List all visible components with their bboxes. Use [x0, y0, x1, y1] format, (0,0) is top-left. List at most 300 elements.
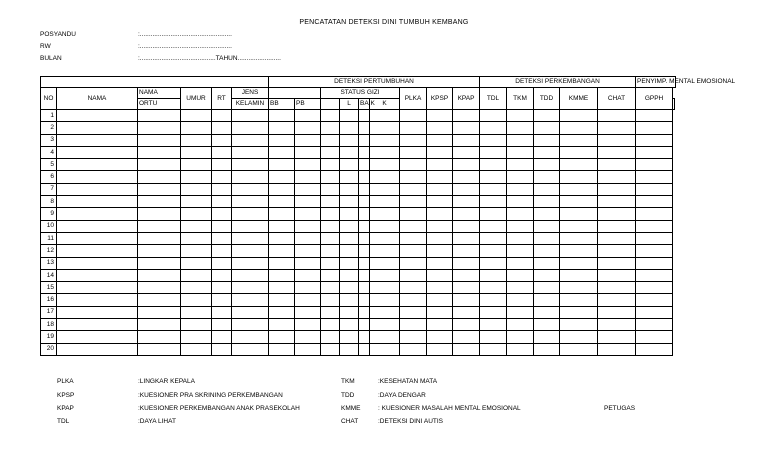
- table-cell[interactable]: [636, 257, 673, 269]
- table-cell[interactable]: [269, 257, 295, 269]
- table-cell[interactable]: [370, 134, 400, 146]
- table-cell[interactable]: [138, 257, 181, 269]
- table-cell[interactable]: [534, 208, 560, 220]
- table-cell[interactable]: [359, 208, 370, 220]
- table-cell[interactable]: [359, 232, 370, 244]
- table-cell[interactable]: [359, 171, 370, 183]
- table-cell[interactable]: [427, 171, 453, 183]
- table-cell[interactable]: [507, 171, 534, 183]
- table-cell[interactable]: [359, 343, 370, 355]
- table-cell[interactable]: [181, 319, 212, 331]
- table-cell[interactable]: [181, 208, 212, 220]
- table-cell[interactable]: [57, 269, 138, 281]
- table-cell[interactable]: [427, 257, 453, 269]
- table-cell[interactable]: [598, 183, 636, 195]
- table-cell[interactable]: [453, 134, 480, 146]
- table-cell[interactable]: [181, 122, 212, 134]
- table-cell[interactable]: [212, 134, 232, 146]
- table-cell[interactable]: [400, 232, 427, 244]
- table-cell[interactable]: [370, 269, 400, 281]
- table-cell[interactable]: [269, 159, 295, 171]
- table-cell[interactable]: [636, 319, 673, 331]
- posyandu-field[interactable]: :...................................................: [138, 31, 232, 38]
- table-cell[interactable]: [598, 208, 636, 220]
- table-cell[interactable]: [507, 220, 534, 232]
- table-cell[interactable]: [321, 171, 340, 183]
- table-cell[interactable]: [295, 122, 321, 134]
- table-cell[interactable]: [636, 245, 673, 257]
- table-cell[interactable]: [359, 146, 370, 158]
- table-cell[interactable]: [560, 122, 598, 134]
- table-cell[interactable]: [560, 331, 598, 343]
- table-cell[interactable]: [269, 232, 295, 244]
- table-cell[interactable]: [453, 122, 480, 134]
- table-cell[interactable]: [560, 232, 598, 244]
- table-cell[interactable]: [427, 343, 453, 355]
- table-cell[interactable]: [636, 146, 673, 158]
- table-cell[interactable]: [598, 220, 636, 232]
- table-cell[interactable]: [340, 232, 359, 244]
- table-cell[interactable]: [212, 269, 232, 281]
- table-cell[interactable]: [359, 319, 370, 331]
- table-cell[interactable]: [480, 282, 507, 294]
- table-cell[interactable]: [598, 245, 636, 257]
- table-cell[interactable]: [636, 110, 673, 122]
- table-cell[interactable]: [321, 134, 340, 146]
- table-cell[interactable]: [400, 159, 427, 171]
- table-cell[interactable]: [560, 134, 598, 146]
- table-cell[interactable]: [370, 331, 400, 343]
- table-cell[interactable]: [321, 269, 340, 281]
- table-cell[interactable]: [370, 220, 400, 232]
- table-cell[interactable]: [370, 257, 400, 269]
- table-cell[interactable]: [232, 208, 269, 220]
- table-cell[interactable]: [138, 294, 181, 306]
- table-cell[interactable]: [321, 282, 340, 294]
- table-cell[interactable]: [370, 245, 400, 257]
- table-cell[interactable]: [560, 171, 598, 183]
- table-cell[interactable]: [359, 269, 370, 281]
- table-cell[interactable]: [427, 110, 453, 122]
- table-cell[interactable]: [212, 183, 232, 195]
- table-cell[interactable]: [321, 183, 340, 195]
- table-cell[interactable]: [340, 294, 359, 306]
- table-cell[interactable]: [57, 134, 138, 146]
- table-cell[interactable]: [295, 294, 321, 306]
- table-cell[interactable]: [340, 146, 359, 158]
- table-cell[interactable]: [232, 245, 269, 257]
- table-cell[interactable]: [534, 257, 560, 269]
- table-cell[interactable]: [232, 220, 269, 232]
- table-cell[interactable]: [400, 183, 427, 195]
- table-cell[interactable]: [636, 269, 673, 281]
- table-cell[interactable]: [295, 196, 321, 208]
- table-cell[interactable]: [359, 306, 370, 318]
- table-cell[interactable]: [636, 171, 673, 183]
- table-cell[interactable]: [138, 245, 181, 257]
- table-cell[interactable]: [232, 319, 269, 331]
- table-cell[interactable]: [427, 282, 453, 294]
- table-cell[interactable]: [480, 208, 507, 220]
- table-cell[interactable]: [400, 343, 427, 355]
- table-cell[interactable]: [480, 196, 507, 208]
- table-cell[interactable]: [507, 183, 534, 195]
- table-cell[interactable]: [534, 306, 560, 318]
- table-cell[interactable]: [212, 331, 232, 343]
- table-cell[interactable]: [507, 343, 534, 355]
- table-cell[interactable]: [269, 183, 295, 195]
- table-cell[interactable]: [57, 110, 138, 122]
- table-cell[interactable]: [507, 245, 534, 257]
- table-cell[interactable]: [232, 122, 269, 134]
- table-cell[interactable]: [138, 171, 181, 183]
- table-cell[interactable]: [340, 110, 359, 122]
- table-cell[interactable]: [321, 319, 340, 331]
- table-cell[interactable]: [232, 183, 269, 195]
- table-cell[interactable]: [453, 343, 480, 355]
- table-cell[interactable]: [480, 319, 507, 331]
- table-cell[interactable]: [138, 122, 181, 134]
- table-cell[interactable]: [534, 343, 560, 355]
- table-cell[interactable]: [534, 146, 560, 158]
- table-cell[interactable]: [560, 245, 598, 257]
- table-cell[interactable]: [453, 257, 480, 269]
- table-cell[interactable]: [400, 257, 427, 269]
- table-cell[interactable]: [269, 331, 295, 343]
- table-cell[interactable]: [295, 245, 321, 257]
- table-cell[interactable]: [295, 159, 321, 171]
- table-cell[interactable]: [212, 110, 232, 122]
- table-cell[interactable]: [370, 294, 400, 306]
- table-cell[interactable]: [560, 294, 598, 306]
- table-cell[interactable]: [57, 183, 138, 195]
- table-cell[interactable]: [453, 220, 480, 232]
- table-cell[interactable]: [560, 269, 598, 281]
- table-cell[interactable]: [636, 122, 673, 134]
- table-cell[interactable]: [321, 146, 340, 158]
- table-cell[interactable]: [598, 257, 636, 269]
- table-cell[interactable]: [232, 306, 269, 318]
- table-cell[interactable]: [57, 294, 138, 306]
- table-cell[interactable]: [370, 196, 400, 208]
- table-cell[interactable]: [598, 343, 636, 355]
- table-cell[interactable]: [232, 282, 269, 294]
- table-cell[interactable]: [321, 294, 340, 306]
- table-cell[interactable]: [598, 232, 636, 244]
- table-cell[interactable]: [534, 183, 560, 195]
- table-cell[interactable]: [598, 331, 636, 343]
- rw-field[interactable]: :...................................................: [138, 43, 232, 50]
- table-cell[interactable]: [321, 208, 340, 220]
- table-cell[interactable]: [598, 282, 636, 294]
- table-cell[interactable]: [269, 110, 295, 122]
- table-cell[interactable]: [181, 232, 212, 244]
- table-cell[interactable]: [340, 306, 359, 318]
- table-cell[interactable]: [232, 343, 269, 355]
- table-cell[interactable]: [295, 343, 321, 355]
- table-cell[interactable]: [295, 331, 321, 343]
- table-cell[interactable]: [480, 220, 507, 232]
- table-cell[interactable]: [212, 306, 232, 318]
- table-cell[interactable]: [269, 306, 295, 318]
- table-cell[interactable]: [507, 257, 534, 269]
- table-cell[interactable]: [138, 319, 181, 331]
- table-cell[interactable]: [560, 257, 598, 269]
- table-cell[interactable]: [370, 232, 400, 244]
- table-cell[interactable]: [370, 159, 400, 171]
- table-cell[interactable]: [57, 343, 138, 355]
- table-cell[interactable]: [370, 343, 400, 355]
- table-cell[interactable]: [507, 294, 534, 306]
- table-cell[interactable]: [232, 171, 269, 183]
- table-cell[interactable]: [295, 110, 321, 122]
- table-cell[interactable]: [295, 183, 321, 195]
- table-cell[interactable]: [212, 122, 232, 134]
- table-cell[interactable]: [359, 122, 370, 134]
- table-cell[interactable]: [181, 269, 212, 281]
- table-cell[interactable]: [138, 306, 181, 318]
- table-cell[interactable]: [400, 294, 427, 306]
- table-cell[interactable]: [212, 159, 232, 171]
- table-cell[interactable]: [636, 196, 673, 208]
- table-cell[interactable]: [400, 220, 427, 232]
- table-cell[interactable]: [212, 257, 232, 269]
- table-cell[interactable]: [57, 257, 138, 269]
- table-cell[interactable]: [138, 331, 181, 343]
- table-cell[interactable]: [138, 343, 181, 355]
- table-cell[interactable]: [636, 294, 673, 306]
- table-cell[interactable]: [340, 282, 359, 294]
- table-cell[interactable]: [507, 122, 534, 134]
- table-cell[interactable]: [598, 319, 636, 331]
- table-cell[interactable]: [400, 196, 427, 208]
- table-cell[interactable]: [138, 146, 181, 158]
- table-cell[interactable]: [598, 146, 636, 158]
- table-cell[interactable]: [138, 183, 181, 195]
- table-cell[interactable]: [340, 257, 359, 269]
- table-cell[interactable]: [340, 269, 359, 281]
- table-cell[interactable]: [636, 183, 673, 195]
- table-cell[interactable]: [321, 232, 340, 244]
- table-cell[interactable]: [269, 269, 295, 281]
- table-cell[interactable]: [453, 208, 480, 220]
- table-cell[interactable]: [636, 134, 673, 146]
- table-cell[interactable]: [370, 282, 400, 294]
- table-cell[interactable]: [453, 269, 480, 281]
- table-cell[interactable]: [359, 294, 370, 306]
- table-cell[interactable]: [232, 257, 269, 269]
- table-cell[interactable]: [453, 232, 480, 244]
- table-cell[interactable]: [636, 208, 673, 220]
- table-cell[interactable]: [138, 269, 181, 281]
- table-cell[interactable]: [181, 159, 212, 171]
- table-cell[interactable]: [534, 331, 560, 343]
- table-cell[interactable]: [181, 257, 212, 269]
- table-cell[interactable]: [269, 343, 295, 355]
- table-cell[interactable]: [453, 294, 480, 306]
- table-cell[interactable]: [560, 282, 598, 294]
- table-cell[interactable]: [507, 159, 534, 171]
- table-cell[interactable]: [212, 294, 232, 306]
- table-cell[interactable]: [480, 294, 507, 306]
- table-cell[interactable]: [453, 183, 480, 195]
- table-cell[interactable]: [427, 159, 453, 171]
- table-cell[interactable]: [480, 171, 507, 183]
- table-cell[interactable]: [453, 171, 480, 183]
- table-cell[interactable]: [534, 171, 560, 183]
- table-cell[interactable]: [212, 196, 232, 208]
- table-cell[interactable]: [57, 159, 138, 171]
- table-cell[interactable]: [507, 146, 534, 158]
- table-cell[interactable]: [321, 122, 340, 134]
- table-cell[interactable]: [480, 331, 507, 343]
- table-cell[interactable]: [534, 110, 560, 122]
- table-cell[interactable]: [232, 331, 269, 343]
- table-cell[interactable]: [400, 319, 427, 331]
- table-cell[interactable]: [400, 269, 427, 281]
- table-cell[interactable]: [340, 159, 359, 171]
- table-cell[interactable]: [560, 159, 598, 171]
- table-cell[interactable]: [138, 159, 181, 171]
- table-cell[interactable]: [507, 269, 534, 281]
- table-cell[interactable]: [181, 171, 212, 183]
- table-cell[interactable]: [57, 319, 138, 331]
- table-cell[interactable]: [321, 110, 340, 122]
- table-cell[interactable]: [507, 331, 534, 343]
- table-cell[interactable]: [340, 134, 359, 146]
- table-cell[interactable]: [427, 306, 453, 318]
- table-cell[interactable]: [359, 159, 370, 171]
- table-cell[interactable]: [232, 196, 269, 208]
- table-cell[interactable]: [534, 269, 560, 281]
- table-cell[interactable]: [57, 171, 138, 183]
- table-cell[interactable]: [534, 159, 560, 171]
- table-cell[interactable]: [534, 232, 560, 244]
- table-cell[interactable]: [400, 134, 427, 146]
- table-cell[interactable]: [427, 183, 453, 195]
- table-cell[interactable]: [598, 269, 636, 281]
- table-cell[interactable]: [400, 146, 427, 158]
- table-cell[interactable]: [269, 134, 295, 146]
- table-cell[interactable]: [480, 159, 507, 171]
- table-cell[interactable]: [560, 146, 598, 158]
- table-cell[interactable]: [212, 232, 232, 244]
- table-cell[interactable]: [453, 110, 480, 122]
- table-cell[interactable]: [340, 343, 359, 355]
- table-cell[interactable]: [534, 220, 560, 232]
- table-cell[interactable]: [295, 306, 321, 318]
- table-cell[interactable]: [370, 183, 400, 195]
- table-cell[interactable]: [295, 171, 321, 183]
- table-cell[interactable]: [400, 306, 427, 318]
- table-cell[interactable]: [359, 196, 370, 208]
- table-cell[interactable]: [181, 134, 212, 146]
- table-cell[interactable]: [181, 294, 212, 306]
- table-cell[interactable]: [507, 306, 534, 318]
- table-cell[interactable]: [340, 196, 359, 208]
- table-cell[interactable]: [427, 208, 453, 220]
- table-cell[interactable]: [359, 282, 370, 294]
- table-cell[interactable]: [232, 294, 269, 306]
- table-cell[interactable]: [534, 294, 560, 306]
- table-cell[interactable]: [507, 319, 534, 331]
- table-cell[interactable]: [560, 343, 598, 355]
- table-cell[interactable]: [181, 282, 212, 294]
- table-cell[interactable]: [138, 208, 181, 220]
- table-cell[interactable]: [321, 343, 340, 355]
- table-cell[interactable]: [480, 183, 507, 195]
- bulan-tahun-field[interactable]: :..........................................TAHUN........................: [138, 55, 281, 62]
- table-cell[interactable]: [598, 306, 636, 318]
- table-cell[interactable]: [560, 110, 598, 122]
- table-cell[interactable]: [359, 110, 370, 122]
- table-cell[interactable]: [138, 232, 181, 244]
- table-cell[interactable]: [480, 232, 507, 244]
- table-cell[interactable]: [427, 294, 453, 306]
- table-cell[interactable]: [560, 306, 598, 318]
- table-cell[interactable]: [295, 257, 321, 269]
- table-cell[interactable]: [295, 319, 321, 331]
- table-cell[interactable]: [321, 331, 340, 343]
- table-cell[interactable]: [321, 196, 340, 208]
- table-cell[interactable]: [212, 245, 232, 257]
- table-cell[interactable]: [340, 171, 359, 183]
- table-cell[interactable]: [560, 208, 598, 220]
- table-cell[interactable]: [370, 319, 400, 331]
- table-cell[interactable]: [340, 183, 359, 195]
- table-cell[interactable]: [370, 208, 400, 220]
- table-cell[interactable]: [636, 282, 673, 294]
- table-cell[interactable]: [57, 220, 138, 232]
- table-cell[interactable]: [269, 282, 295, 294]
- table-cell[interactable]: [370, 146, 400, 158]
- table-cell[interactable]: [507, 110, 534, 122]
- table-cell[interactable]: [269, 196, 295, 208]
- table-cell[interactable]: [427, 220, 453, 232]
- table-cell[interactable]: [269, 146, 295, 158]
- table-cell[interactable]: [370, 122, 400, 134]
- table-cell[interactable]: [507, 196, 534, 208]
- table-cell[interactable]: [370, 306, 400, 318]
- table-cell[interactable]: [427, 146, 453, 158]
- table-cell[interactable]: [359, 183, 370, 195]
- table-cell[interactable]: [370, 110, 400, 122]
- table-cell[interactable]: [269, 245, 295, 257]
- table-cell[interactable]: [181, 146, 212, 158]
- table-cell[interactable]: [321, 245, 340, 257]
- table-cell[interactable]: [598, 110, 636, 122]
- table-cell[interactable]: [181, 343, 212, 355]
- table-cell[interactable]: [400, 171, 427, 183]
- table-cell[interactable]: [400, 122, 427, 134]
- table-cell[interactable]: [212, 343, 232, 355]
- table-cell[interactable]: [181, 306, 212, 318]
- table-cell[interactable]: [138, 134, 181, 146]
- table-cell[interactable]: [598, 294, 636, 306]
- table-cell[interactable]: [636, 159, 673, 171]
- table-cell[interactable]: [269, 208, 295, 220]
- table-cell[interactable]: [232, 134, 269, 146]
- table-cell[interactable]: [507, 232, 534, 244]
- table-cell[interactable]: [232, 232, 269, 244]
- table-cell[interactable]: [359, 220, 370, 232]
- table-cell[interactable]: [232, 110, 269, 122]
- table-cell[interactable]: [295, 232, 321, 244]
- table-cell[interactable]: [57, 122, 138, 134]
- table-cell[interactable]: [400, 208, 427, 220]
- table-cell[interactable]: [480, 122, 507, 134]
- table-cell[interactable]: [534, 122, 560, 134]
